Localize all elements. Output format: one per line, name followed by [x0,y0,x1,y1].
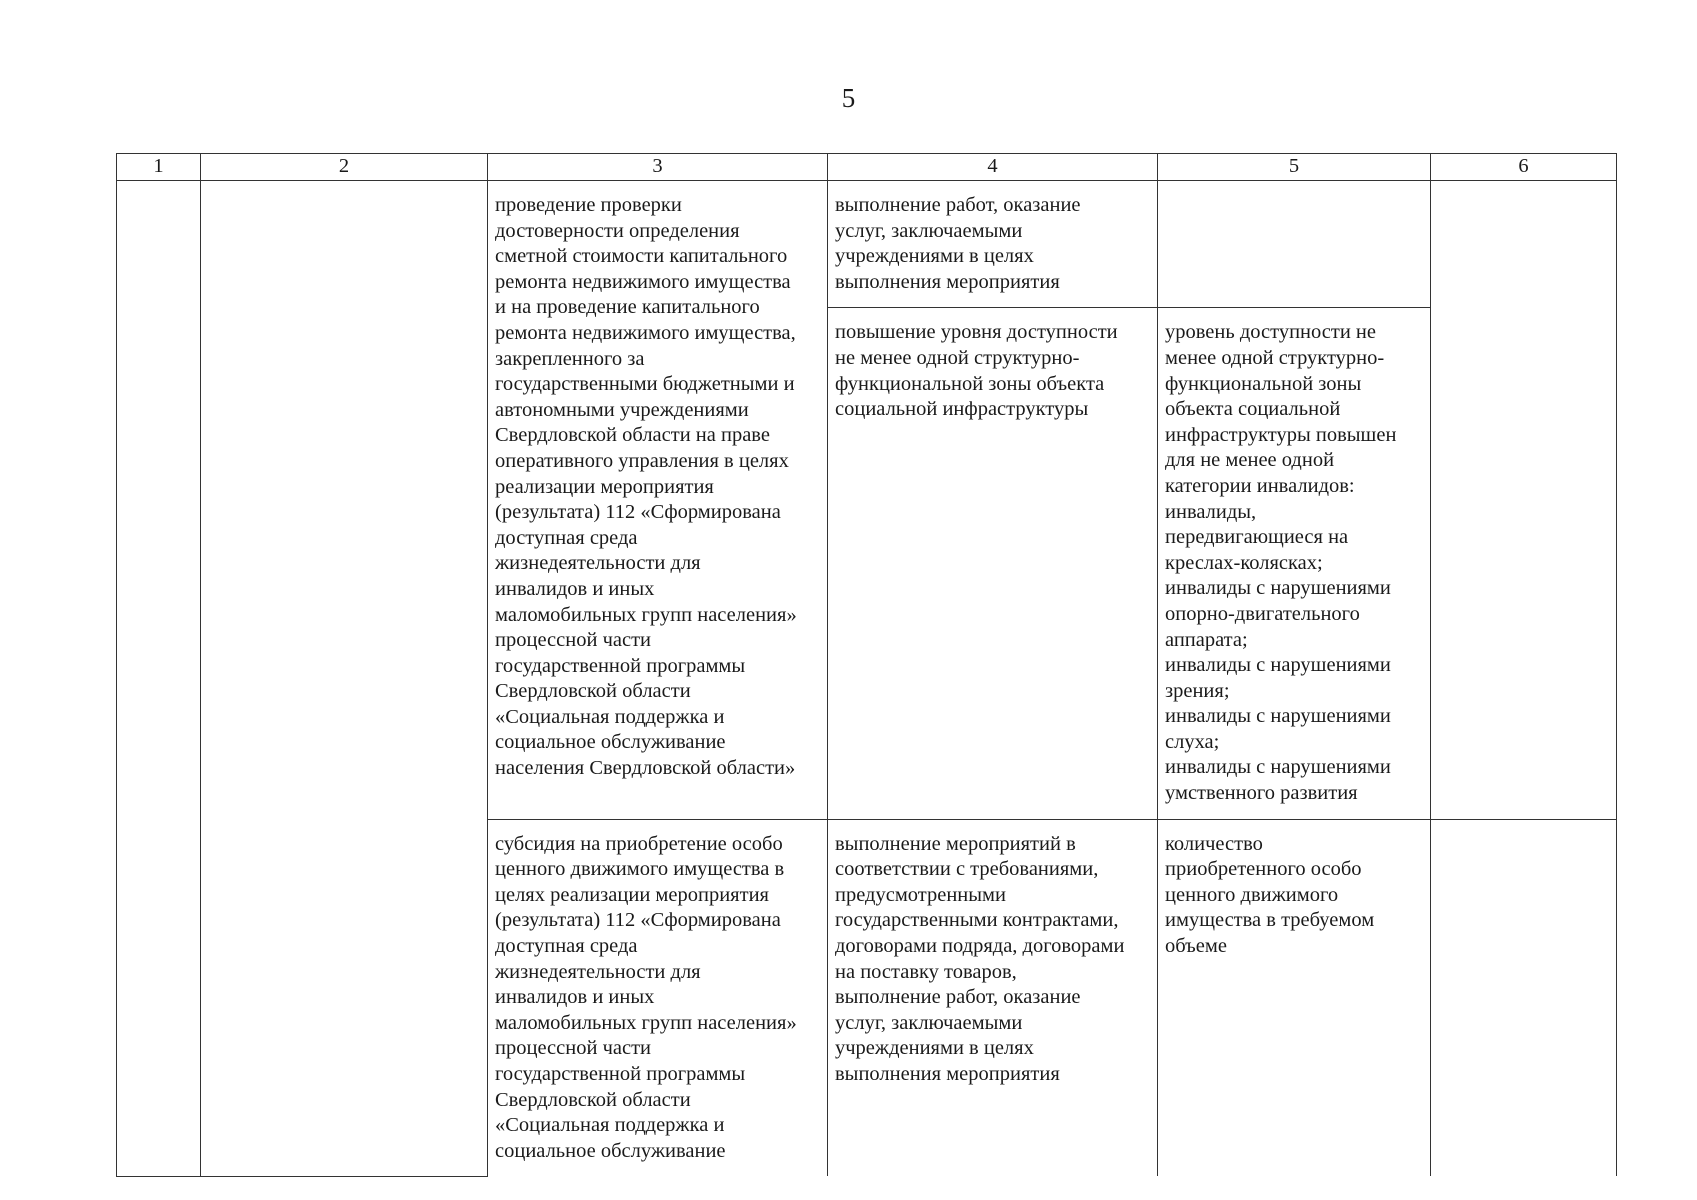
cell-col5-row2 [1158,308,1431,819]
cell-text: выполнение мероприятий в соответствии с требованиями, предусмотренными государственными контрактами, договорами подряда, договорами на поставку товаров, выполнение работ, оказание услуг, заключаемыми учреждениями в целях выполнения мероприятия [835,832,1125,1085]
table-header-row [117,154,1617,181]
cell-col4-row1 [828,181,1158,308]
cell-col4-row2 [828,308,1158,819]
cell-col3-row1 [488,181,828,820]
cell-text: количество приобретенного особо ценного движимого имущества в требуемом объеме [1165,832,1375,958]
column-header-1: 1 [117,154,201,181]
cell-col5-row1 [1158,181,1431,308]
cell-col2 [201,181,488,1177]
table-row [117,181,1617,308]
column-header-5: 5 [1158,154,1431,181]
cell-col6-row1 [1431,181,1617,820]
cell-text: субсидия на приобретение особо ценного движимого имущества в целях реализации мероприятия (результата) 112 «Сформирована доступная среда жизнедеятельности для инвалидов и иных маломобильных групп населения» процессной части государственной программы Свердловской области «Социальная поддержка и социальное обслуживание [495,832,797,1162]
cell-text: выполнение работ, оказание услуг, заключаемыми учреждениями в целях выполнения мероприятия [835,194,1081,293]
cell-col5-row3 [1158,819,1431,1176]
main-table [116,153,1617,1177]
column-header-3: 3 [488,154,828,181]
cell-col4-row3 [828,819,1158,1176]
cell-col3-row3 [488,819,828,1176]
cell-col1 [117,181,201,1177]
cell-text: проведение проверки достоверности определения сметной стоимости капитального ремонта недвижимого имущества и на проведение капитального ремонта недвижимого имущества, закрепленного за государственными бюджетными и автономными учреждениями Свердловской области на праве оперативного управления в целях реализации мероприятия (результата) 112 «Сформирована доступная среда жизнедеятельности для инвалидов и иных маломобильных групп населения» процессной части государственной программы Свердловской области «Социальная поддержка и социальное обслуживание населения Свердловской области» [495,194,797,780]
column-header-6: 6 [1431,154,1617,181]
column-header-4: 4 [828,154,1158,181]
cell-col6-row3 [1431,819,1617,1176]
column-header-2: 2 [201,154,488,181]
cell-text: повышение уровня доступности не менее одной структурно- функциональной зоны объекта социальной инфраструктуры [835,321,1118,421]
cell-text: уровень доступности не менее одной структурно- функциональной зоны объекта социальной инфраструктуры повышен для не менее одной категории инвалидов: инвалиды, передвигающиеся на креслах-колясках; инвалиды с нарушениями опорно-двигательного аппарата; инвалиды с нарушениями зрения; инвалиды с нарушениями слуха; инвалиды с нарушениями умственного развития [1165,321,1397,805]
page-number: 5 [841,83,856,113]
